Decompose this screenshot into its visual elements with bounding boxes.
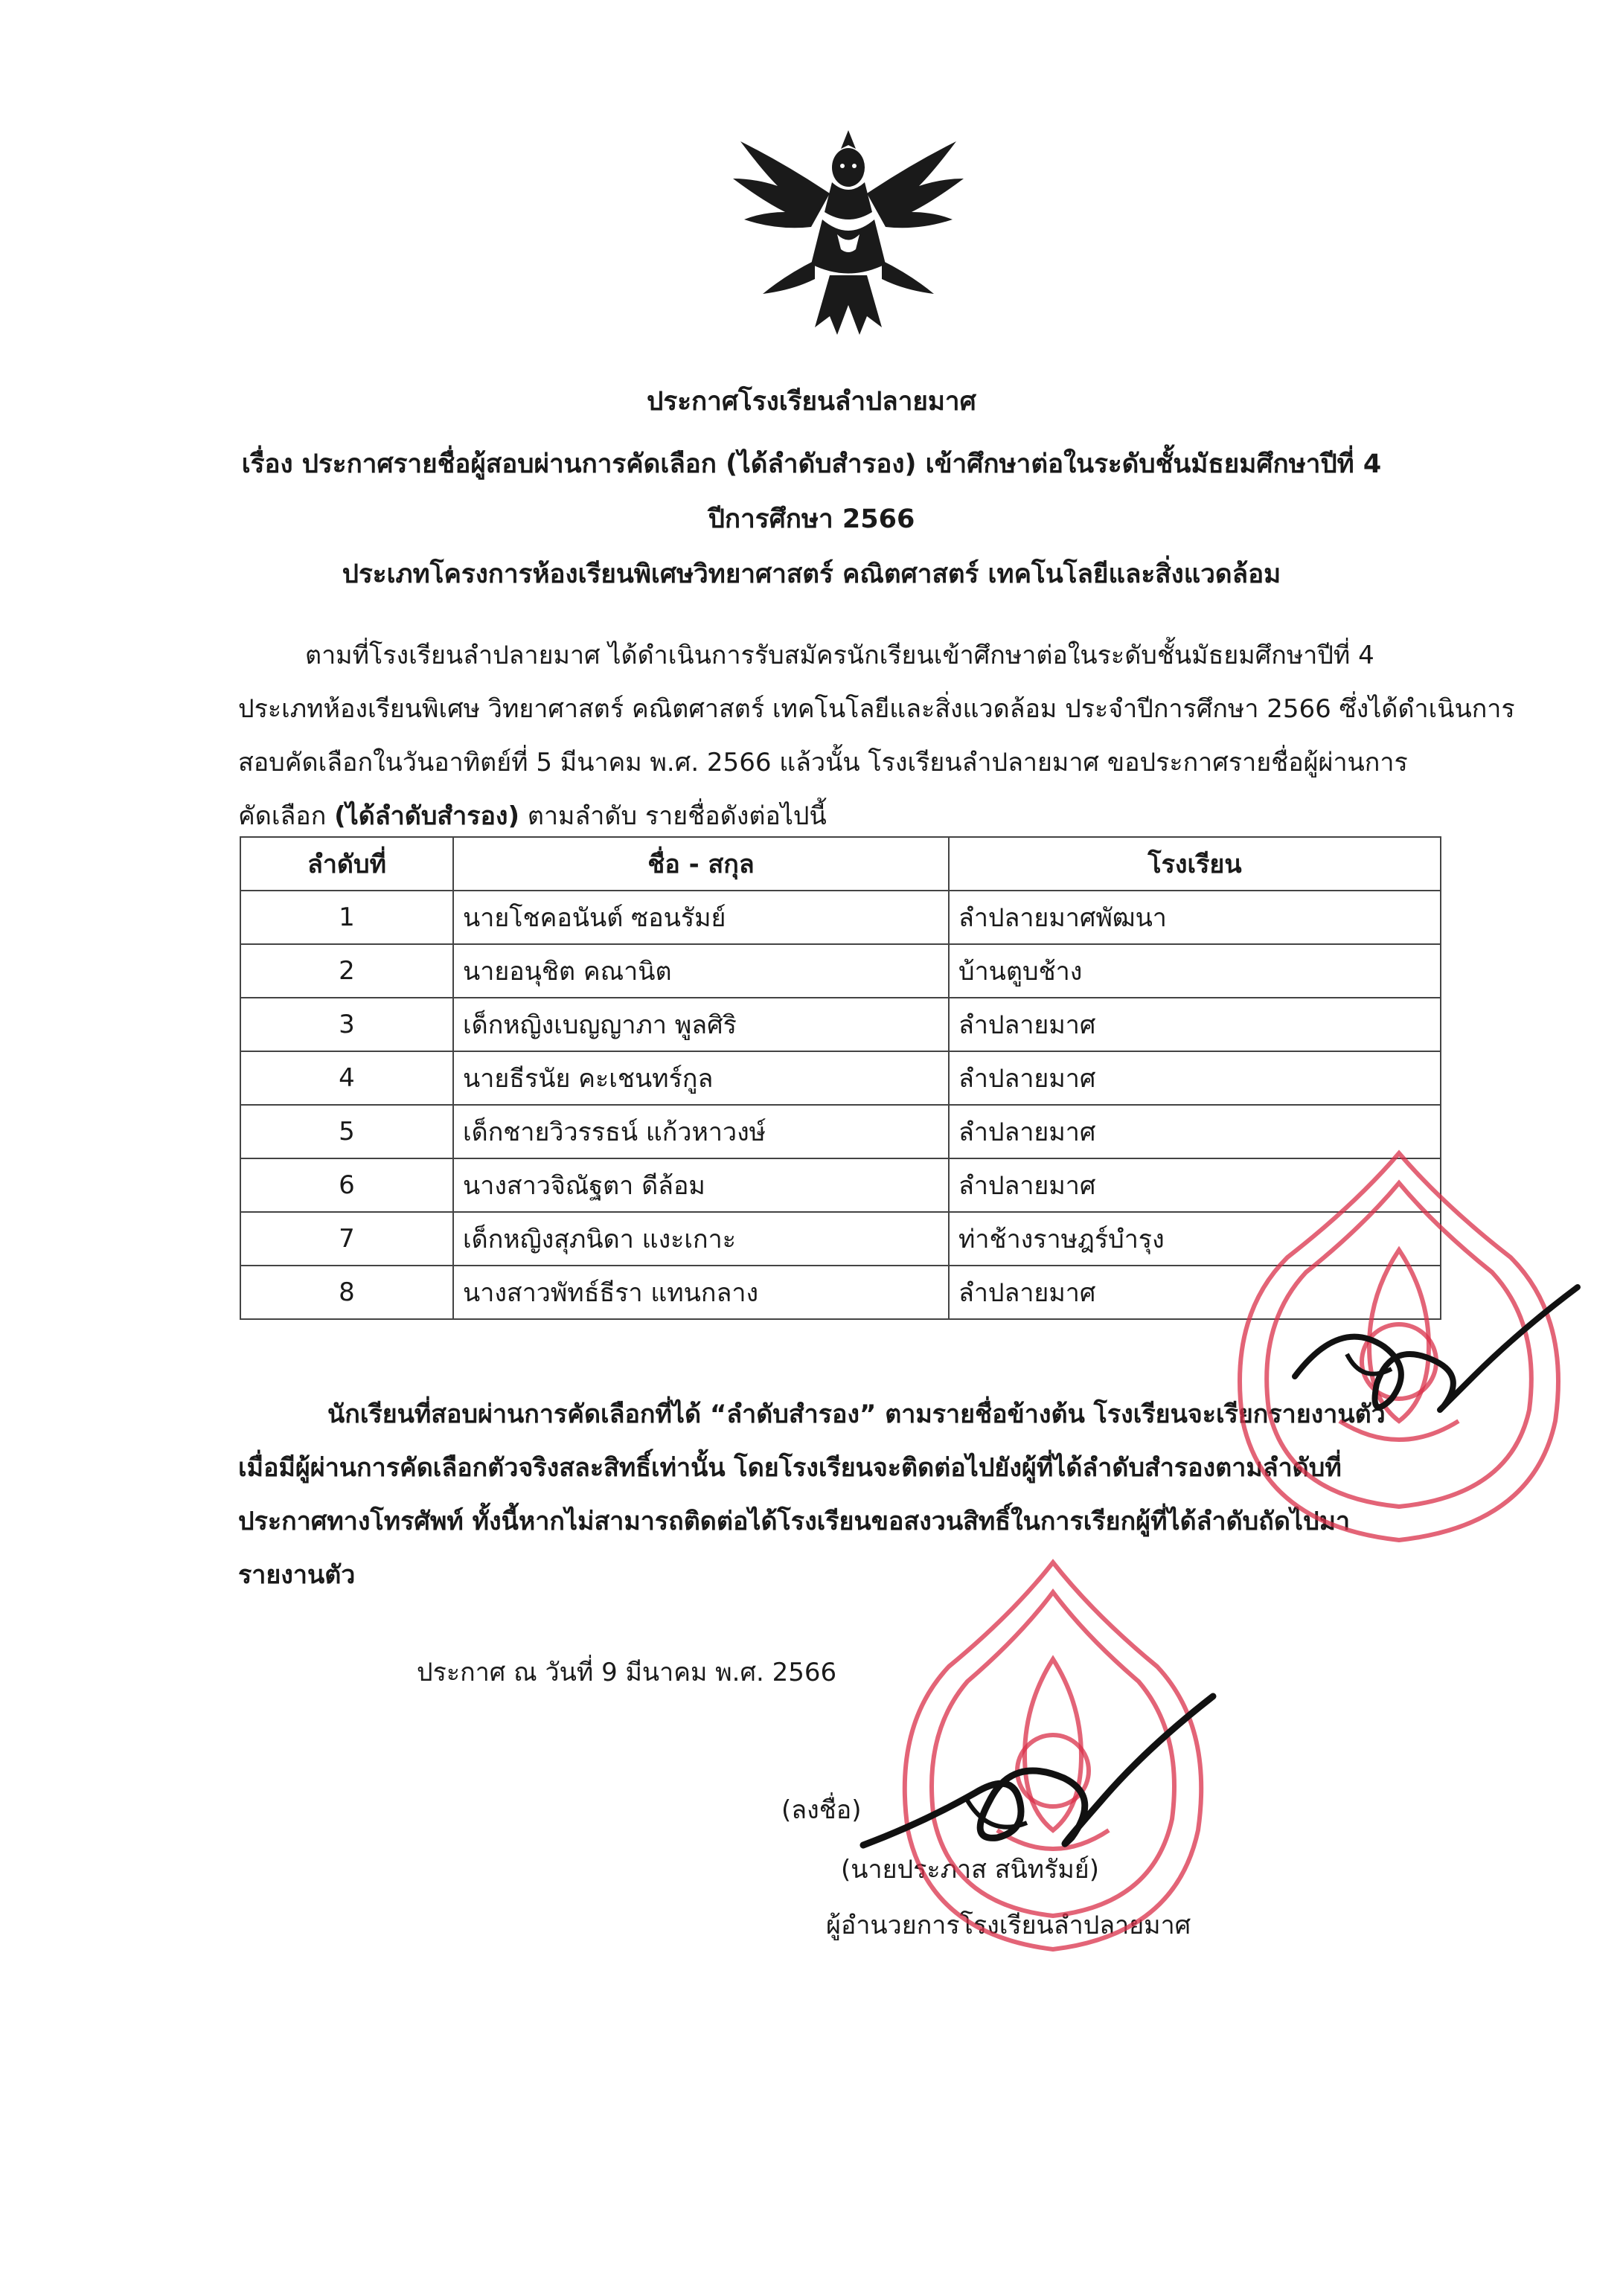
announcement-subject: เรื่อง ประกาศรายชื่อผู้สอบผ่านการคัดเลือก (ได้ลำดับสำรอง) เข้าศึกษาต่อในระดับชั้นมัธยมศึกษาปีที่ 4	[241, 449, 1382, 479]
row-name: นายธีรนัย คะเชนทร์กูล	[453, 1051, 949, 1105]
row-order: 5	[240, 1105, 453, 1158]
announcement-date: ประกาศ ณ วันที่ 9 มีนาคม พ.ศ. 2566	[417, 1658, 837, 1687]
intro-line-4	[238, 789, 1496, 843]
signature-label: (ลงชื่อ)	[781, 1795, 862, 1825]
row-order: 4	[240, 1051, 453, 1105]
row-school: ลำปลายมาศ	[949, 1105, 1441, 1158]
intro-line-3: สอบคัดเลือกในวันอาทิตย์ที่ 5 มีนาคม พ.ศ. 2566 แล้วนั้น โรงเรียนลำปลายมาศ ขอประกาศรายชื่อผู้ผ่านการ	[238, 748, 1408, 777]
row-order: 1	[240, 891, 453, 944]
header-order: ลำดับที่	[240, 837, 453, 891]
intro-line-4-pre: คัดเลือก	[238, 801, 335, 831]
table-row	[240, 1051, 1441, 1105]
table-row	[240, 998, 1441, 1051]
row-order: 7	[240, 1212, 453, 1266]
intro-line-2: ประเภทห้องเรียนพิเศษ วิทยาศาสตร์ คณิตศาสตร์ เทคโนโลยีและสิ่งแวดล้อม ประจำปีการศึกษา 2566 ซึ่งได้ดำเนินการ	[238, 694, 1515, 724]
row-school: ลำปลายมาศ	[949, 1051, 1441, 1105]
table-row	[240, 1266, 1441, 1319]
row-school: ลำปลายมาศ	[949, 998, 1441, 1051]
row-order: 6	[240, 1158, 453, 1212]
row-name: เด็กชายวิวรรธน์ แก้วหาวงษ์	[453, 1105, 949, 1158]
intro-line-1: ตามที่โรงเรียนลำปลายมาศ ได้ดำเนินการรับสมัครนักเรียนเข้าศึกษาต่อในระดับชั้นมัธยมศึกษาปีที่ 4	[305, 641, 1374, 670]
table-row	[240, 1105, 1441, 1158]
row-school: บ้านตูบช้าง	[949, 944, 1441, 998]
header-name: ชื่อ - สกุล	[453, 837, 949, 891]
intro-paragraph	[238, 629, 1515, 843]
intro-line-4-post: ตามลำดับ รายชื่อดังต่อไปนี้	[519, 801, 827, 831]
table-row	[240, 944, 1441, 998]
row-order: 8	[240, 1266, 453, 1319]
row-name: นายโชคอนันต์ ซอนรัมย์	[453, 891, 949, 944]
row-school: ลำปลายมาศพัฒนา	[949, 891, 1441, 944]
academic-year: ปีการศึกษา 2566	[708, 504, 915, 534]
table-row	[240, 1158, 1441, 1212]
table-row	[240, 1212, 1441, 1266]
notice-paragraph	[238, 1388, 1496, 1602]
table-header-row	[240, 837, 1441, 891]
signer-position: ผู้อำนวยการโรงเรียนลำปลายมาศ	[826, 1911, 1191, 1940]
school-seal-2-icon	[878, 1548, 1228, 1964]
garuda-emblem-icon	[726, 123, 971, 346]
notice-line-2: เมื่อมีผู้ผ่านการคัดเลือกตัวจริงสละสิทธิ์เท่านั้น โดยโรงเรียนจะติดต่อไปยังผู้ที่ได้ลำดับสำรองตามลำดับที่	[238, 1453, 1342, 1483]
intro-line-4-bold: (ได้ลำดับสำรอง)	[334, 801, 520, 831]
row-name: เด็กหญิงเบญญาภา พูลศิริ	[453, 998, 949, 1051]
row-name: นางสาวจิณัฐตา ดีล้อม	[453, 1158, 949, 1212]
row-name: เด็กหญิงสุภนิดา แงะเกาะ	[453, 1212, 949, 1266]
row-name: นางสาวพัทธ์ธีรา แทนกลาง	[453, 1266, 949, 1319]
row-order: 3	[240, 998, 453, 1051]
signer-name: (นายประภาส สนิทรัมย์)	[841, 1855, 1099, 1885]
notice-line-3: ประกาศทางโทรศัพท์ ทั้งนี้หากไม่สามารถติดต่อได้โรงเรียนขอสงวนสิทธิ์ในการเรียกผู้ที่ได้ลำดับถัดไปมา	[238, 1507, 1351, 1536]
reserve-list-table	[240, 836, 1441, 1320]
row-school: ลำปลายมาศ	[949, 1158, 1441, 1212]
row-name: นายอนุชิต คณานิต	[453, 944, 949, 998]
program-type: ประเภทโครงการห้องเรียนพิเศษวิทยาศาสตร์ คณิตศาสตร์ เทคโนโลยีและสิ่งแวดล้อม	[342, 559, 1281, 589]
row-school: ท่าช้างราษฎร์บำรุง	[949, 1212, 1441, 1266]
table-row	[240, 891, 1441, 944]
row-order: 2	[240, 944, 453, 998]
notice-line-4: รายงานตัว	[238, 1560, 356, 1590]
header-school: โรงเรียน	[949, 837, 1441, 891]
announcement-title: ประกาศโรงเรียนลำปลายมาศ	[647, 387, 976, 417]
row-school: ลำปลายมาศ	[949, 1266, 1441, 1319]
notice-line-1: นักเรียนที่สอบผ่านการคัดเลือกที่ได้ “ลำดับสำรอง” ตามรายชื่อข้างต้น โรงเรียนจะเรียกรายงานตัว	[327, 1399, 1386, 1429]
